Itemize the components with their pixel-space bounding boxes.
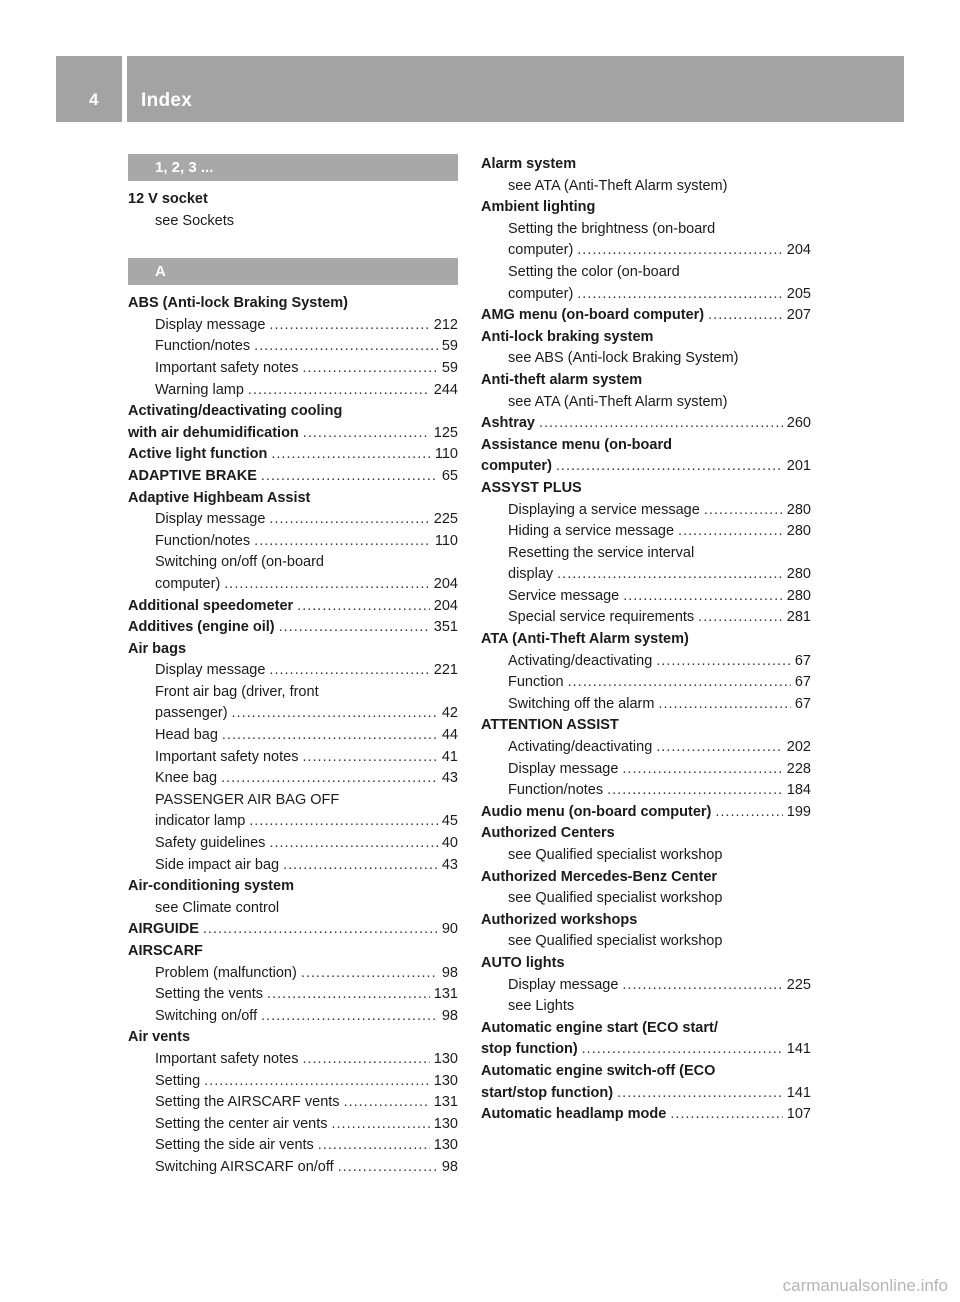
index-entry: ADAPTIVE BRAKE ..... 65 bbox=[128, 466, 458, 488]
page-header-bar bbox=[56, 56, 904, 122]
index-subentry: see ATA (Anti-Theft Alarm system) bbox=[508, 393, 728, 410]
index-subentry: Setting the side air vents ..... 130 bbox=[128, 1135, 458, 1157]
watermark-text: carmanualsonline.info bbox=[782, 1276, 948, 1295]
index-subentry: Display message ..... 225 bbox=[128, 509, 458, 531]
index-subentry: Displaying a service message ..... 280 bbox=[481, 500, 811, 522]
index-entry: Additives (engine oil) ..... 351 bbox=[128, 617, 458, 639]
index-entry: Ashtray ..... 260 bbox=[481, 413, 811, 435]
section-band-numbers: 1, 2, 3 ... bbox=[128, 154, 458, 181]
index-subentry: Setting the center air vents ..... 130 bbox=[128, 1114, 458, 1136]
index-subentry: see Qualified specialist workshop bbox=[508, 933, 723, 950]
index-entry: AMG menu (on-board computer) ..... 207 bbox=[481, 305, 811, 327]
index-subentry: Resetting the service interval bbox=[508, 544, 695, 561]
index-entry: Automatic engine switch-off (ECO bbox=[481, 1062, 716, 1079]
index-entry: Air vents bbox=[128, 1029, 191, 1046]
index-subentry: passenger) ..... 42 bbox=[128, 703, 458, 725]
index-subentry: see Qualified specialist workshop bbox=[508, 847, 723, 863]
index-subentry: Display message ..... 221 bbox=[128, 660, 458, 682]
header-divider bbox=[122, 56, 127, 122]
index-entry: Additional speedometer ..... 204 bbox=[128, 596, 458, 618]
index-subentry: computer) ..... 204 bbox=[128, 574, 458, 596]
index-entry: Ambient lighting bbox=[481, 199, 596, 216]
index-entry: ASSYST PLUS bbox=[481, 479, 582, 496]
index-entry: Adaptive Highbeam Assist bbox=[128, 489, 311, 506]
index-entry: AIRSCARF bbox=[128, 943, 203, 959]
index-subentry: see Qualified specialist workshop bbox=[508, 890, 723, 907]
index-subentry: Head bag ..... 44 bbox=[128, 725, 458, 747]
index-subentry: Setting the vents ..... 131 bbox=[128, 984, 458, 1006]
index-subentry: Function/notes ..... 110 bbox=[128, 531, 458, 553]
index-subentry: see Lights bbox=[508, 998, 575, 1015]
index-entry: Anti-theft alarm system bbox=[481, 371, 643, 388]
index-entry: Air bags bbox=[128, 640, 187, 657]
index-entry: Audio menu (on-board computer) ..... 199 bbox=[481, 802, 811, 824]
index-entry: AUTO lights bbox=[481, 954, 565, 971]
index-subentry: Service message ..... 280 bbox=[481, 586, 811, 608]
index-entry: Anti-lock braking system bbox=[481, 328, 654, 345]
index-subentry: Setting the brightness (on-board bbox=[508, 220, 716, 237]
index-entry: Authorized workshops bbox=[481, 911, 638, 928]
index-entry: Air-conditioning system bbox=[128, 878, 294, 895]
index-subentry: Display message ..... 225 bbox=[481, 975, 811, 997]
index-entry: 12 V socket bbox=[128, 191, 208, 207]
index-subentry: computer) ..... 204 bbox=[481, 240, 811, 262]
index-entry: Alarm system bbox=[481, 156, 577, 172]
index-subentry: Display message ..... 212 bbox=[128, 315, 458, 337]
index-subentry: Knee bag ..... 43 bbox=[128, 768, 458, 790]
index-entry: stop function) ..... 141 bbox=[481, 1039, 811, 1061]
index-subentry: Setting ..... 130 bbox=[128, 1071, 458, 1093]
index-subentry: Activating/deactivating ..... 67 bbox=[481, 651, 811, 673]
index-entry: computer) ..... 201 bbox=[481, 456, 811, 478]
index-subentry: Problem (malfunction) ..... 98 bbox=[128, 963, 458, 985]
index-entry: start/stop function) ..... 141 bbox=[481, 1083, 811, 1105]
index-subentry: Function ..... 67 bbox=[481, 672, 811, 694]
index-subentry: see Climate control bbox=[155, 899, 280, 916]
index-entry: with air dehumidification ..... 125 bbox=[128, 423, 458, 445]
index-entry: Assistance menu (on-board bbox=[481, 436, 672, 453]
index-subentry: Switching on/off (on-board bbox=[155, 554, 325, 571]
index-entry: Authorized Centers bbox=[481, 825, 615, 842]
index-subentry: Switching on/off ..... 98 bbox=[128, 1006, 458, 1028]
index-column-left bbox=[128, 154, 458, 1179]
index-subentry: indicator lamp ..... 45 bbox=[128, 811, 458, 833]
index-entry: Automatic headlamp mode ..... 107 bbox=[481, 1104, 811, 1126]
index-column-right bbox=[481, 154, 811, 1126]
section-band-a: A bbox=[128, 258, 458, 285]
index-subentry: Display message ..... 228 bbox=[481, 759, 811, 781]
index-subentry: Side impact air bag ..... 43 bbox=[128, 855, 458, 877]
index-entry: AIRGUIDE ..... 90 bbox=[128, 919, 458, 941]
page-title: Index bbox=[141, 90, 193, 111]
index-subentry: see ATA (Anti-Theft Alarm system) bbox=[508, 177, 728, 194]
page-number: 4 bbox=[89, 90, 99, 109]
index-subentry: see ABS (Anti-lock Braking System) bbox=[508, 350, 739, 367]
index-subentry: Front air bag (driver, front bbox=[155, 683, 319, 700]
index-subentry: Switching AIRSCARF on/off ..... 98 bbox=[128, 1157, 458, 1179]
index-subentry: Warning lamp ..... 244 bbox=[128, 380, 458, 402]
index-subentry: Hiding a service message ..... 280 bbox=[481, 521, 811, 543]
index-subentry: computer) ..... 205 bbox=[481, 284, 811, 306]
index-entry: ATTENTION ASSIST bbox=[481, 717, 619, 734]
index-subentry: Function/notes ..... 59 bbox=[128, 336, 458, 358]
index-entry: Activating/deactivating cooling bbox=[128, 403, 343, 420]
index-entry: ATA (Anti-Theft Alarm system) bbox=[481, 631, 689, 648]
index-subentry: Important safety notes ..... 41 bbox=[128, 747, 458, 769]
index-subentry: see Sockets bbox=[155, 212, 234, 229]
index-subentry: Important safety notes ..... 130 bbox=[128, 1049, 458, 1071]
index-subentry: Setting the color (on-board bbox=[508, 263, 680, 280]
index-subentry: Important safety notes ..... 59 bbox=[128, 358, 458, 380]
index-subentry: Switching off the alarm ..... 67 bbox=[481, 694, 811, 716]
index-subentry: display ..... 280 bbox=[481, 564, 811, 586]
index-subentry: Activating/deactivating ..... 202 bbox=[481, 737, 811, 759]
index-entry: Active light function ..... 110 bbox=[128, 444, 458, 466]
index-subentry: Special service requirements ..... 281 bbox=[481, 607, 811, 629]
index-subentry: Safety guidelines ..... 40 bbox=[128, 833, 458, 855]
index-subentry: PASSENGER AIR BAG OFF bbox=[155, 791, 340, 808]
index-subentry: Function/notes ..... 184 bbox=[481, 780, 811, 802]
index-entry: ABS (Anti-lock Braking System) bbox=[128, 295, 348, 312]
index-subentry: Setting the AIRSCARF vents ..... 131 bbox=[128, 1092, 458, 1114]
index-entry: Authorized Mercedes-Benz Center bbox=[481, 868, 718, 885]
index-entry: Automatic engine start (ECO start/ bbox=[481, 1019, 718, 1036]
